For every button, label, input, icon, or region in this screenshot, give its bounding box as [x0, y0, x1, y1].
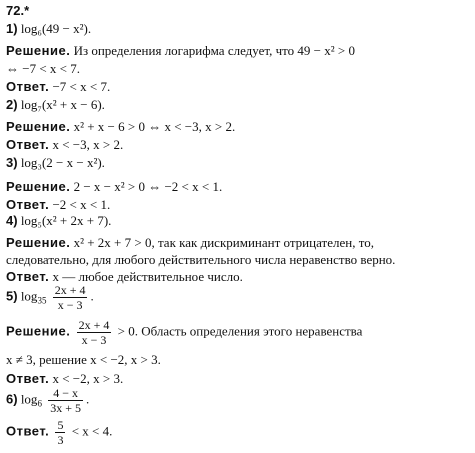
item-4-solution: [6, 236, 374, 249]
item-4-answer: [6, 270, 243, 283]
item-1-answer: [6, 80, 110, 93]
answer-heading: Ответ.: [6, 371, 50, 386]
item-5-solution: [6, 318, 362, 347]
log-base: 6: [37, 398, 42, 409]
fraction: [77, 318, 112, 347]
solution-heading: Решение.: [6, 179, 71, 194]
item-6-answer: [6, 418, 112, 447]
solution-heading: Решение.: [6, 323, 71, 339]
answer-heading: Ответ.: [6, 137, 50, 152]
answer-heading: Ответ.: [6, 423, 50, 439]
fraction-denominator: 3: [57, 433, 64, 447]
answer-text: −7 < x < 7.: [52, 79, 111, 94]
item-5-statement: 5) $\log_{35}$ $\frac{2x + 4}{x - 3}$ .: [6, 283, 94, 312]
solution-text: x² + 2x + 7 > 0, так как дискриминант отрицателен, то,: [73, 235, 374, 250]
item-5-solution-cont: [6, 353, 161, 366]
item-3-statement: [6, 156, 105, 169]
fraction: [55, 418, 65, 447]
item-1-statement: [6, 22, 91, 35]
answer-text: x < −2, x > 3.: [52, 371, 124, 386]
answer-text: −2 < x < 1.: [52, 197, 111, 212]
item-1-solution: [6, 44, 355, 57]
fraction-numerator: 2x + 4: [78, 318, 110, 332]
item-2-answer: [6, 138, 123, 151]
item-4-statement: [6, 214, 111, 227]
fraction-numerator: 4 − x: [48, 386, 83, 401]
log-word: log: [20, 288, 38, 304]
item-expression: log₆(49 − x²).: [20, 21, 92, 36]
item-3-answer: [6, 198, 110, 211]
item-label: 1): [6, 21, 18, 36]
item-1-solution-cont: [6, 62, 80, 75]
fraction-numerator: 5: [57, 418, 64, 432]
problem-number: 72.*: [6, 3, 30, 18]
item-label: 5): [6, 288, 18, 304]
solution-text: 2 − x − x² > 0 ⇔ −2 < x < 1.: [73, 179, 223, 194]
item-label: 4): [6, 213, 18, 228]
solution-heading: Решение.: [6, 235, 71, 250]
answer-heading: Ответ.: [6, 269, 50, 284]
fraction: [53, 283, 88, 312]
item-label: 6): [6, 391, 18, 407]
solution-heading: Решение.: [6, 43, 71, 58]
item-3-solution: [6, 180, 222, 193]
item-4-solution-cont: [6, 253, 395, 266]
solution-text: x² + x − 6 > 0 ⇔ x < −3, x > 2.: [73, 119, 236, 134]
answer-heading: Ответ.: [6, 197, 50, 212]
answer-text: x < −3, x > 2.: [52, 137, 124, 152]
fraction-denominator: x − 3: [81, 333, 107, 347]
answer-text: < x < 4.: [71, 423, 113, 439]
item-expression: log₃(2 − x − x²).: [20, 155, 105, 170]
solution-text-cont: следовательно, для любого действительного числа неравенство верно.: [6, 252, 396, 267]
item-5-answer: [6, 372, 123, 385]
item-label: 2): [6, 97, 18, 112]
item-6-statement: 6) $\log_6$ $\frac{4 - x}{3x + 5}$ .: [6, 386, 90, 415]
solution-heading: Решение.: [6, 119, 71, 134]
log-word: log: [20, 391, 38, 407]
item-2-solution: [6, 120, 235, 133]
answer-text: x — любое действительное число.: [52, 269, 243, 284]
fraction-denominator: x − 3: [57, 298, 83, 312]
solution-text-cont: x ≠ 3, решение x < −2, x > 3.: [6, 352, 161, 367]
log-base: 35: [37, 295, 47, 306]
solution-text-cont: ⇔ −7 < x < 7.: [6, 61, 80, 76]
item-expression: log₅(x² + 2x + 7).: [20, 213, 112, 228]
item-expression: log₇(x² + x − 6).: [20, 97, 105, 112]
fraction-denominator: 3x + 5: [50, 401, 81, 415]
fraction: [48, 386, 83, 415]
item-2-statement: [6, 98, 105, 111]
fraction-numerator: 2x + 4: [54, 283, 86, 297]
answer-heading: Ответ.: [6, 79, 50, 94]
solution-text: > 0. Область определения этого неравенства: [117, 323, 363, 339]
solution-text: Из определения логарифма следует, что 49 − x² > 0: [73, 43, 355, 58]
item-label: 3): [6, 155, 18, 170]
